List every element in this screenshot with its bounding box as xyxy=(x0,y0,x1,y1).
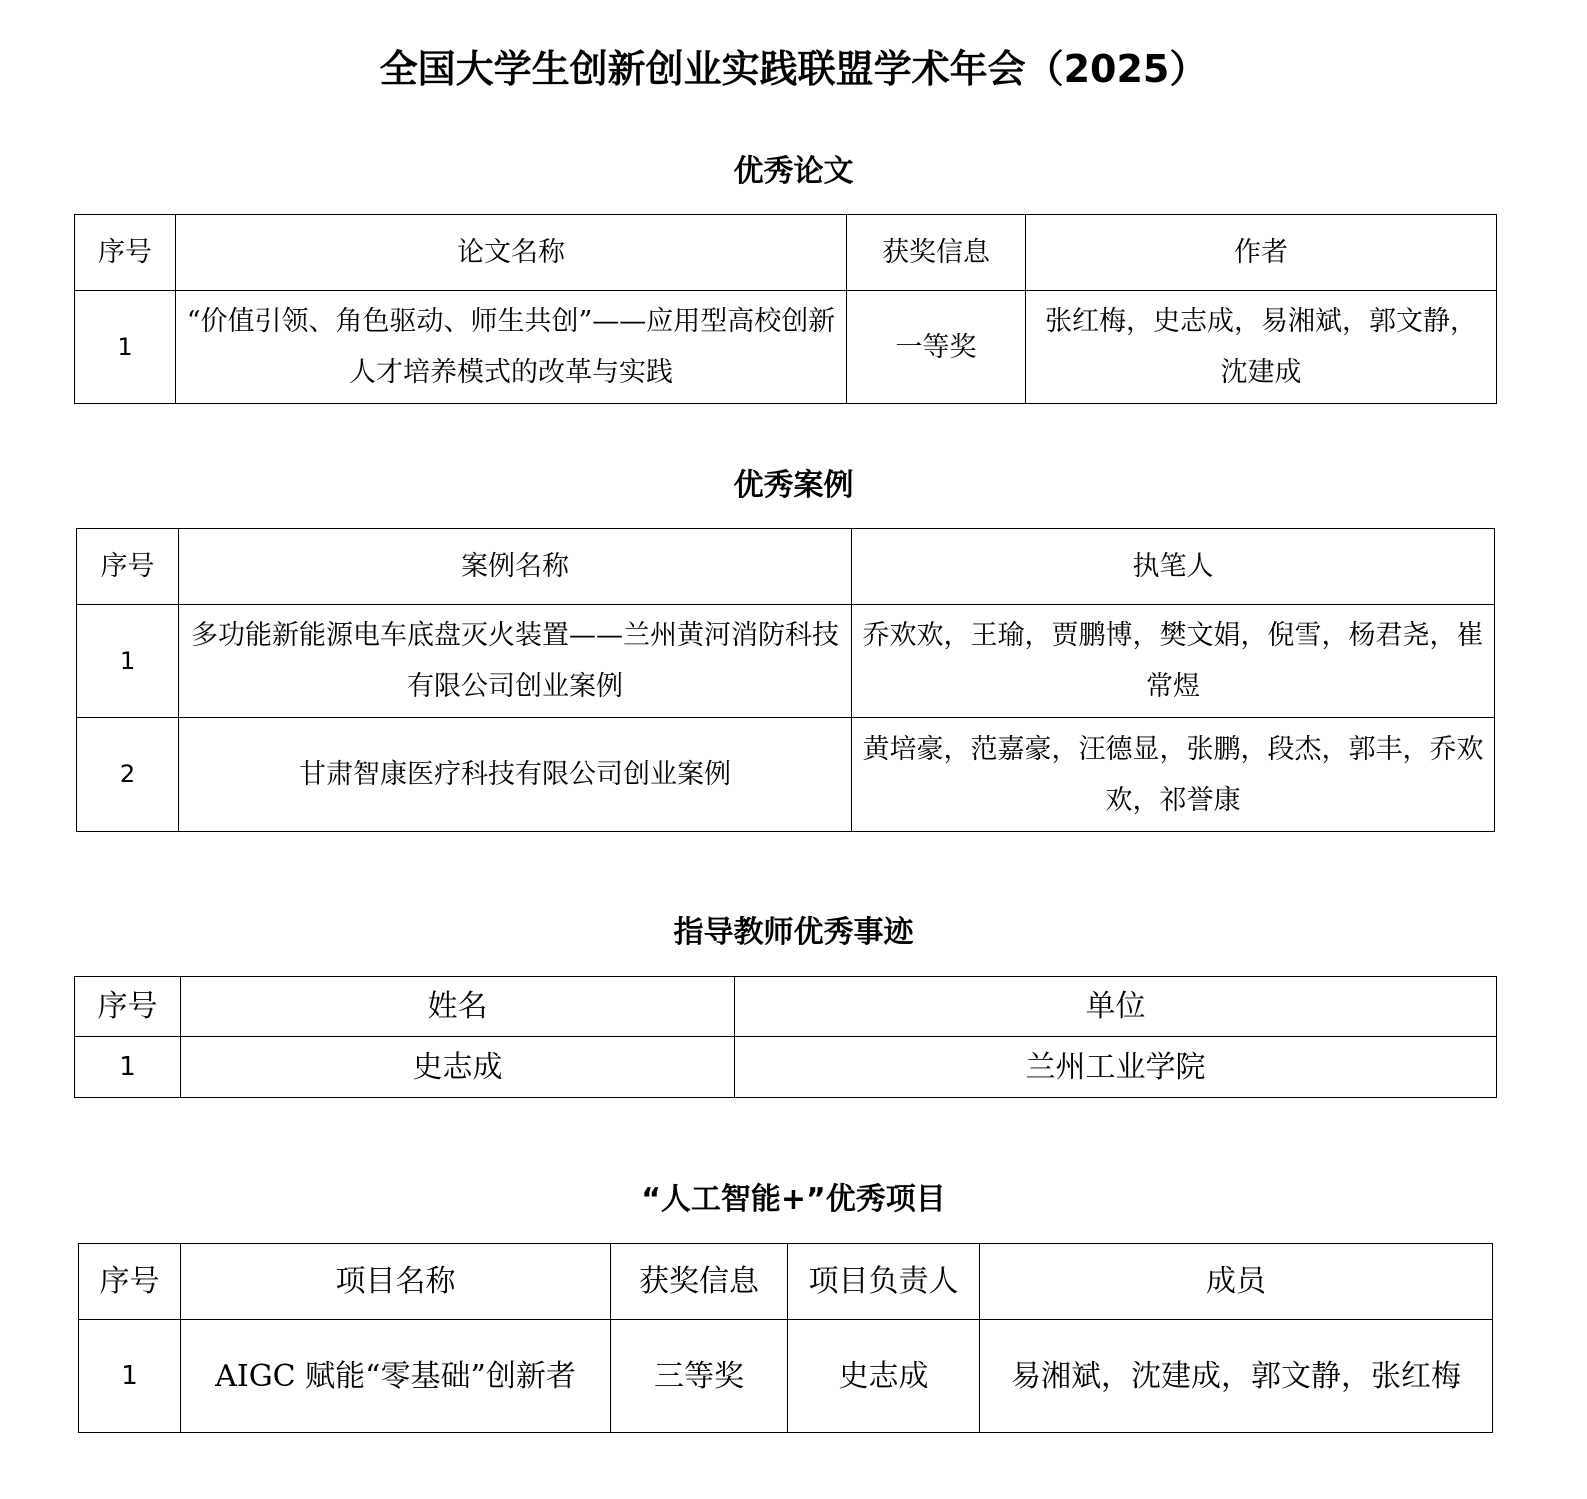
case-name: 多功能新能源电车底盘灭火装置——兰州黄河消防科技有限公司创业案例 xyxy=(179,605,852,718)
papers-heading: 优秀论文 xyxy=(733,154,854,189)
case-writers: 乔欢欢，王瑜，贾鹏博，樊文娟，倪雪，杨君尧，崔常煜 xyxy=(852,605,1495,718)
case-no: 2 xyxy=(77,718,179,832)
papers-header-authors: 作者 xyxy=(1026,215,1497,291)
ai-projects-header-leader: 项目负责人 xyxy=(788,1244,980,1320)
ai-projects-table xyxy=(78,1243,1493,1433)
document-title: 全国大学生创新创业实践联盟学术年会（2025） xyxy=(379,47,1208,91)
ai-projects-header-name: 项目名称 xyxy=(181,1244,611,1320)
ai-project-no: 1 xyxy=(79,1320,181,1433)
teacher-no: 1 xyxy=(75,1037,181,1098)
teachers-header-row xyxy=(75,977,1497,1037)
cases-header-writers: 执笔人 xyxy=(852,529,1495,605)
teachers-header-no: 序号 xyxy=(75,977,181,1037)
table-row xyxy=(79,1320,1493,1433)
ai-projects-header-members: 成员 xyxy=(980,1244,1493,1320)
teachers-heading: 指导教师优秀事迹 xyxy=(673,915,914,950)
cases-header-no: 序号 xyxy=(77,529,179,605)
ai-project-members: 易湘斌，沈建成，郭文静，张红梅 xyxy=(980,1320,1493,1433)
table-row xyxy=(77,605,1495,718)
table-row xyxy=(77,718,1495,832)
teachers-header-unit: 单位 xyxy=(735,977,1497,1037)
teachers-table xyxy=(74,976,1497,1098)
papers-header-award: 获奖信息 xyxy=(847,215,1026,291)
ai-projects-header-row xyxy=(79,1244,1493,1320)
table-row xyxy=(75,1037,1497,1098)
ai-project-award: 三等奖 xyxy=(611,1320,788,1433)
teacher-name: 史志成 xyxy=(181,1037,735,1098)
cases-header-name: 案例名称 xyxy=(179,529,852,605)
teachers-header-name: 姓名 xyxy=(181,977,735,1037)
case-name: 甘肃智康医疗科技有限公司创业案例 xyxy=(179,718,852,832)
table-row xyxy=(75,291,1497,404)
cases-table xyxy=(76,528,1495,832)
teacher-unit: 兰州工业学院 xyxy=(735,1037,1497,1098)
ai-projects-header-no: 序号 xyxy=(79,1244,181,1320)
papers-table xyxy=(74,214,1497,404)
ai-project-leader: 史志成 xyxy=(788,1320,980,1433)
cases-header-row xyxy=(77,529,1495,605)
papers-header-name: 论文名称 xyxy=(176,215,847,291)
case-writers: 黄培豪，范嘉豪，汪德显，张鹏，段杰，郭丰，乔欢欢，祁誉康 xyxy=(852,718,1495,832)
papers-header-no: 序号 xyxy=(75,215,176,291)
ai-projects-header-award: 获奖信息 xyxy=(611,1244,788,1320)
paper-no: 1 xyxy=(75,291,176,404)
ai-project-name: AIGC 赋能“零基础”创新者 xyxy=(181,1320,611,1433)
paper-name: “价值引领、角色驱动、师生共创”——应用型高校创新人才培养模式的改革与实践 xyxy=(176,291,847,404)
papers-header-row xyxy=(75,215,1497,291)
paper-authors: 张红梅，史志成，易湘斌，郭文静，沈建成 xyxy=(1026,291,1497,404)
paper-award: 一等奖 xyxy=(847,291,1026,404)
ai-projects-heading: “人工智能+”优秀项目 xyxy=(641,1182,946,1217)
cases-heading: 优秀案例 xyxy=(733,468,854,503)
case-no: 1 xyxy=(77,605,179,718)
